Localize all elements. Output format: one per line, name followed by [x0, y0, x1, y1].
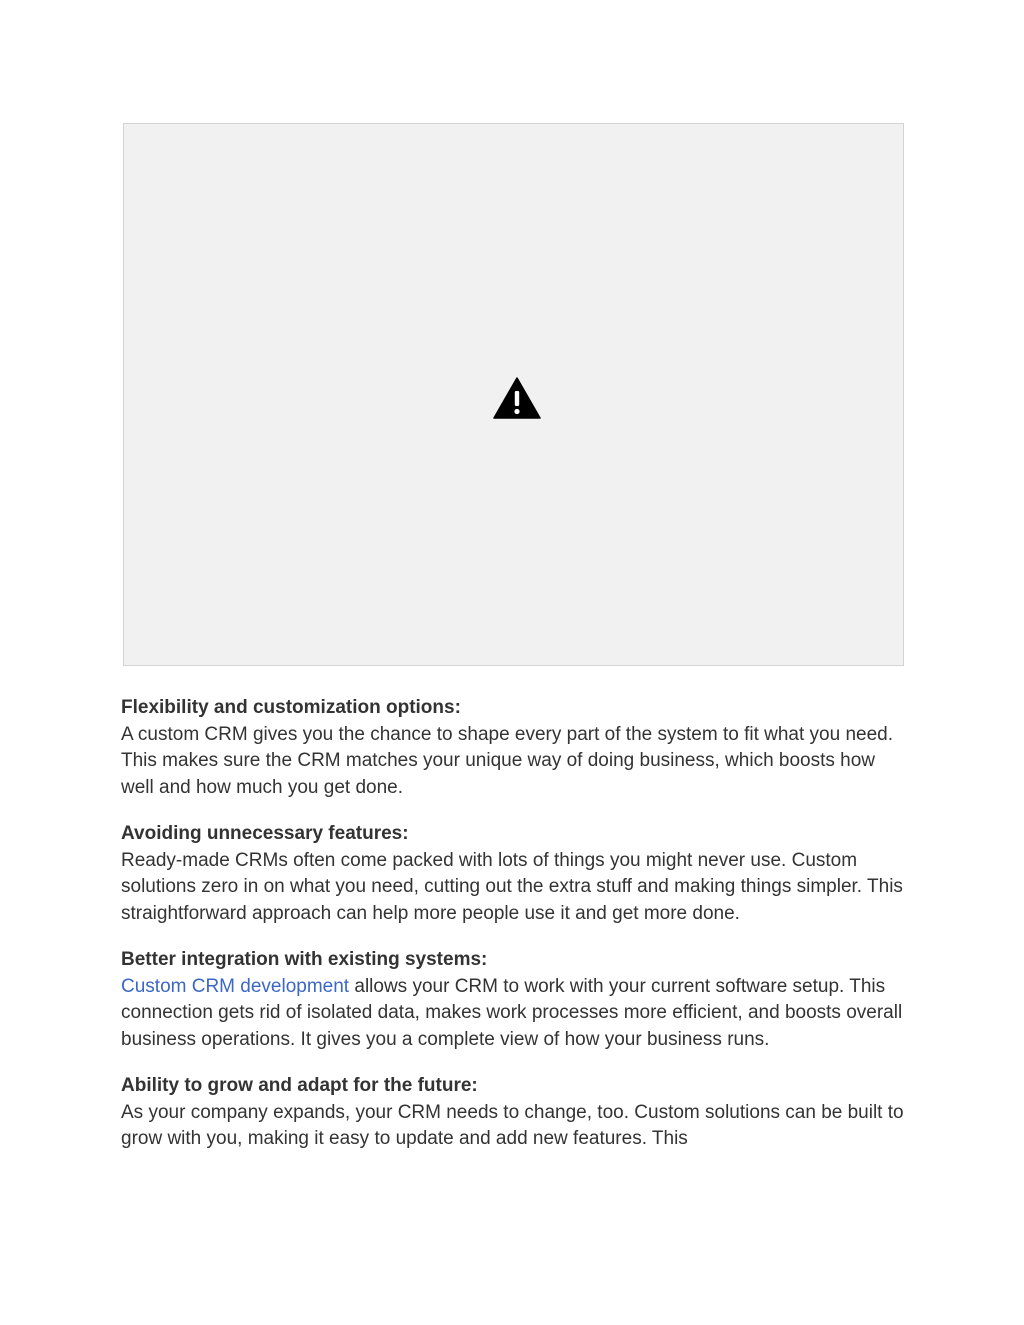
- broken-image-placeholder: [123, 123, 904, 666]
- section-body: Ready-made CRMs often come packed with lots of things you might never use. Custom solutions zero in on what you need, cutting out the extra stuff and making things simpler. This straightforward approach can help more people use it and get more done.: [121, 849, 903, 924]
- section-heading: Flexibility and customization options:: [121, 697, 461, 718]
- section-heading: Avoiding unnecessary features:: [121, 823, 409, 844]
- section-body: allows your CRM to work with your current software setup. This connection gets rid of isolated data, makes work processes more efficient, and boosts overall business operations. It gives you a complete view of how your business runs.: [121, 975, 903, 1050]
- section-flexibility: [121, 695, 911, 801]
- section-heading: Better integration with existing systems:: [121, 949, 488, 970]
- custom-crm-development-link[interactable]: Custom CRM development: [121, 975, 350, 997]
- section-body-paragraph: [121, 974, 911, 1054]
- section-integration: [121, 947, 911, 1053]
- section-avoiding-features: [121, 821, 911, 927]
- section-growth: [121, 1073, 911, 1153]
- section-heading: Ability to grow and adapt for the future:: [121, 1075, 478, 1096]
- section-body: As your company expands, your CRM needs to change, too. Custom solutions can be built to grow with you, making it easy to update and add new features. This: [121, 1101, 904, 1149]
- article-content: [121, 695, 911, 1173]
- warning-triangle-icon: [493, 377, 541, 419]
- section-body: A custom CRM gives you the chance to shape every part of the system to fit what you need. This makes sure the CRM matches your unique way of doing business, which boosts how well and how much you get done.: [121, 723, 894, 798]
